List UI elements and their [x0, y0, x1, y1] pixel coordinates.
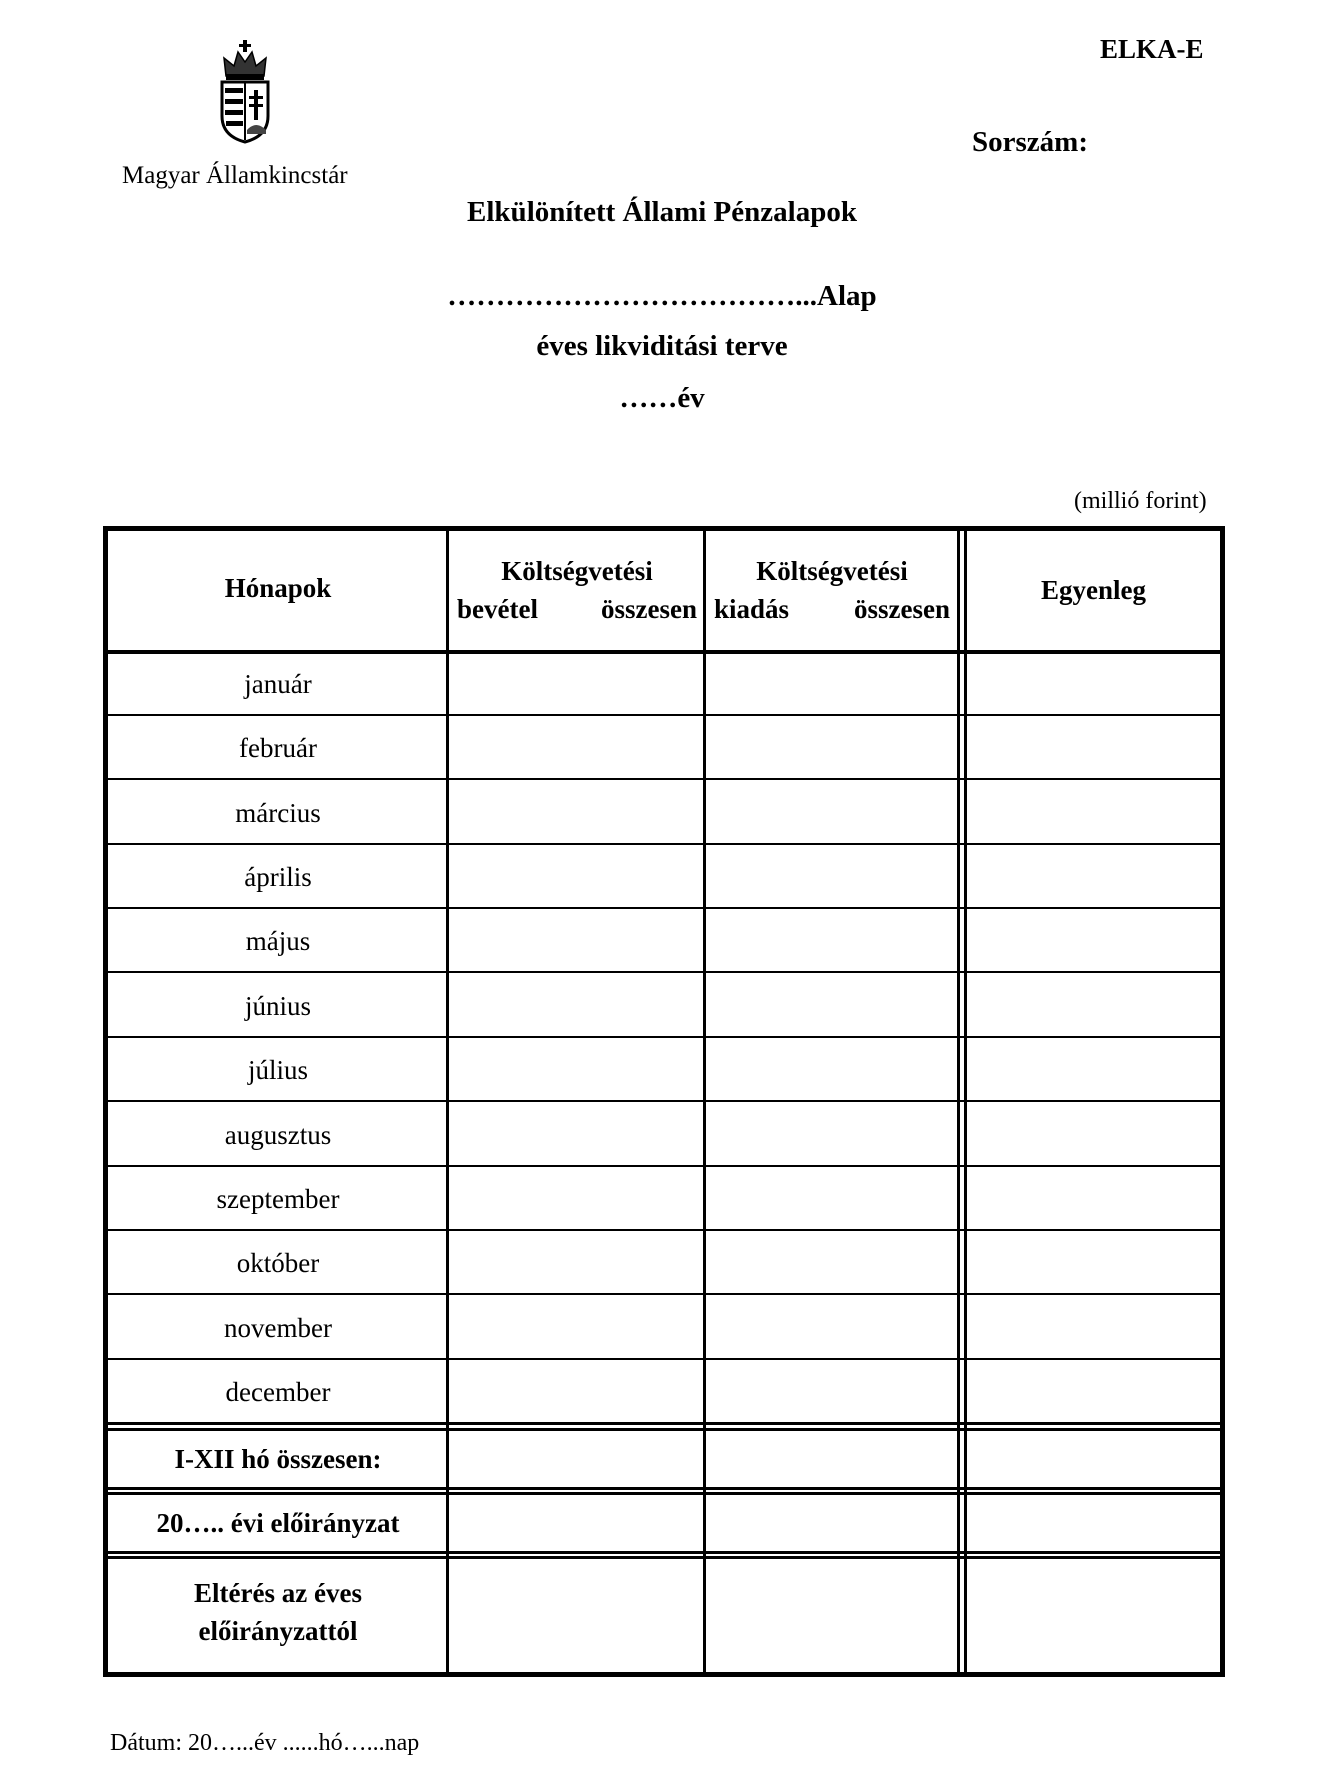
month-label: május [245, 926, 311, 956]
unit-note: (millió forint) [1074, 488, 1207, 514]
fund-name-line: ………………………………...Alap [447, 280, 877, 312]
table-row-divider [103, 1551, 1225, 1554]
month-label: október [236, 1248, 320, 1278]
table-row-divider [103, 778, 1225, 780]
serial-number-label: Sorszám: [972, 126, 1088, 158]
table-row-divider [103, 843, 1225, 845]
header-months: Hónapok [224, 573, 332, 603]
document-title: Elkülönített Állami Pénzalapok [467, 196, 857, 228]
month-label: július [247, 1055, 308, 1085]
month-label: március [235, 798, 321, 828]
month-label: június [244, 991, 311, 1021]
table-row-divider [103, 1229, 1225, 1231]
month-label: február [239, 733, 317, 763]
header-expense-word1: kiadás [714, 594, 790, 624]
table-row-divider [103, 1100, 1225, 1102]
table-row-divider [103, 1487, 1225, 1490]
header-revenue-line1: Költségvetési [501, 556, 653, 586]
table-header-divider [103, 650, 1225, 654]
deviation-row-label-line2: előirányzattól [198, 1616, 358, 1646]
table-row-divider [103, 1422, 1225, 1425]
table-row-divider [103, 1293, 1225, 1295]
header-revenue-line2 [457, 590, 697, 628]
total-row-label: I-XII hó összesen: [174, 1444, 382, 1474]
month-label: december [225, 1377, 331, 1407]
month-label: november [224, 1313, 332, 1343]
year-line: ……év [619, 382, 705, 414]
header-revenue [457, 552, 697, 628]
plan-title: éves likviditási terve [536, 330, 788, 362]
table-row-divider [103, 1556, 1225, 1559]
table-row-divider [103, 1036, 1225, 1038]
table-row-divider [103, 1165, 1225, 1167]
header-revenue-word2: összesen [601, 594, 697, 624]
table-row-divider [103, 1358, 1225, 1360]
header-expense-line1: Költségvetési [756, 556, 908, 586]
form-code: ELKA-E [1100, 34, 1204, 64]
month-label: szeptember [216, 1184, 340, 1214]
header-balance: Egyenleg [1041, 575, 1146, 605]
appropriation-row-label: 20….. évi előirányzat [156, 1508, 400, 1538]
organization-name: Magyar Államkincstár [122, 162, 348, 189]
date-line: Dátum: 20…...év ......hó…...nap [110, 1730, 420, 1756]
table-row-divider [103, 1492, 1225, 1495]
header-expense-line2 [714, 590, 950, 628]
header-expense-word2: összesen [854, 594, 950, 624]
table-row-divider [103, 714, 1225, 716]
coat-of-arms-logo [216, 36, 274, 144]
table-row-divider [103, 1428, 1225, 1431]
header-expense [714, 552, 950, 628]
deviation-row-label-line1: Eltérés az éves [194, 1578, 362, 1608]
table-row-divider [103, 971, 1225, 973]
header-revenue-word1: bevétel [457, 594, 538, 624]
month-label: január [244, 669, 312, 699]
month-label: augusztus [224, 1120, 332, 1150]
month-label: április [244, 862, 312, 892]
table-row-divider [103, 907, 1225, 909]
